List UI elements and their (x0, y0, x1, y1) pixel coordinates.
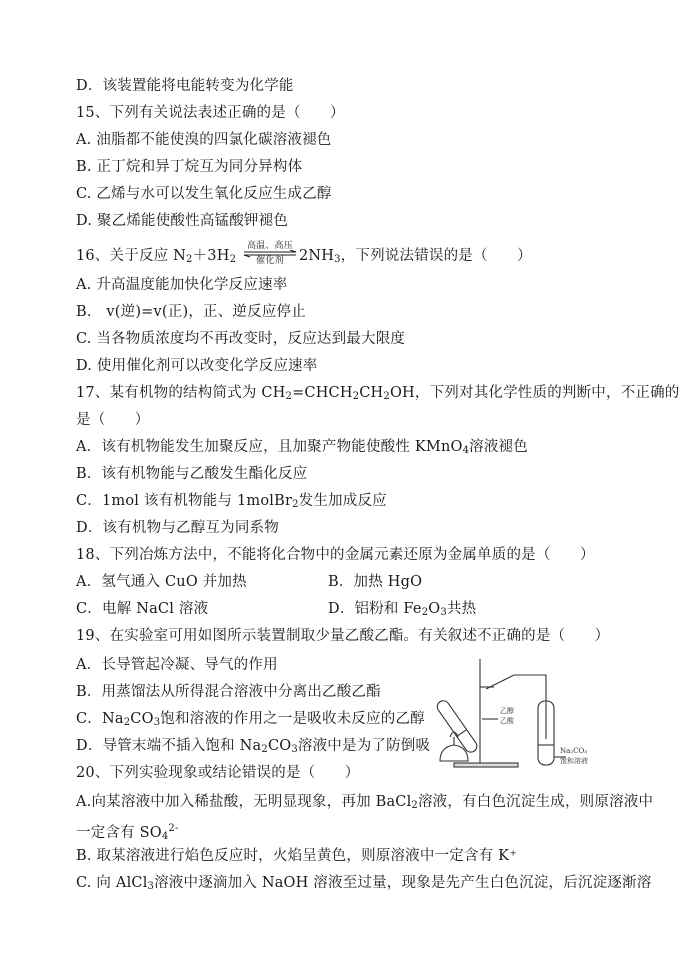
q15-option-d: D. 聚乙烯能使酸性高锰酸钾褪色 (76, 213, 289, 229)
q16-option-c: C. 当各物质浓度均不再改变时，反应达到最大限度 (76, 331, 406, 347)
q18-option-a: A．氢气通入 CuO 并加热 (76, 574, 247, 590)
ester-apparatus-figure (434, 653, 610, 771)
q17-option-d: D．该有机物与乙醇互为同系物 (76, 520, 279, 536)
label-acetic-acid: 乙酸 (500, 717, 514, 725)
q20-option-a: A.向某溶液中加入稀盐酸，无明显现象，再加 BaCl$_2$溶液，有白色沉淀生成，则原溶液中 (76, 794, 654, 811)
q18-option-c: C．电解 NaCl 溶液 (76, 601, 209, 617)
q16-option-b: B. v(逆)=v(正)，正、逆反应停止 (76, 304, 306, 320)
q15-stem: 15、下列有关说法表述正确的是（ ） (76, 105, 345, 121)
q19-option-d: D．导管末端不插入饱和 $Na_2CO_3$溶液中是为了防倒吸 (76, 738, 431, 755)
q18-option-d: D．铝粉和 $Fe_2O_3$共热 (328, 601, 477, 618)
q19-option-c: C．$Na_2CO_3$饱和溶液的作用之一是吸收未反应的乙醇 (76, 711, 425, 728)
q16-option-a: A. 升高温度能加快化学反应速率 (76, 277, 288, 293)
q20-option-b: B. 取某溶液进行焰色反应时，火焰呈黄色，则原溶液中一定含有 K⁺ (76, 848, 518, 864)
q17-option-a: A．该有机物能发生加聚反应，且加聚产物能使酸性 KMnO$_4$溶液褪色 (76, 439, 528, 456)
q18-row1 (76, 572, 423, 592)
q19-option-b: B．用蒸馏法从所得混合溶液中分离出乙酸乙酯 (76, 684, 381, 700)
label-ethanol: 乙醇 (500, 707, 514, 715)
q20-stem: 20、下列实验现象或结论错误的是（ ） (76, 765, 360, 781)
q18-stem: 18、下列冶炼方法中，不能将化合物中的金属元素还原为金属单质的是（ ） (76, 547, 595, 563)
q18-row2 (76, 599, 477, 619)
q19-option-a: A．长导管起冷凝、导气的作用 (76, 657, 278, 673)
q20-option-a-cont: 一定含有 $SO_4^{2-}$ (76, 823, 179, 842)
q19-stem: 19、在实验室可用如图所示装置制取少量乙酸乙酯。有关叙述不正确的是（ ） (76, 628, 610, 644)
q17-option-b: B．该有机物能与乙酸发生酯化反应 (76, 466, 308, 482)
q16-option-d: D. 使用催化剂可以改变化学反应速率 (76, 358, 318, 374)
q17-stem: 17、某有机物的结构简式为 $CH_2=CHCH_2CH_2OH$，下列对其化学性质的判断中，不正确的 (76, 385, 680, 402)
q18-option-b: B．加热 HgO (328, 574, 423, 590)
q17-option-c: C．1mol 该有机物能与 1molBr$_2$发生加成反应 (76, 493, 387, 510)
q16-stem: 16、关于反应 $N_2+3H_2$ 高温、高压 催化剂 $2NH_3$，下列说法错误的是（ ） (76, 241, 532, 266)
q14-option-d: D．该装置能将电能转变为化学能 (76, 78, 294, 94)
q15-option-c: C. 乙烯与水可以发生氧化反应生成乙醇 (76, 186, 332, 202)
label-saturated-solution: 饱和溶液 (560, 757, 588, 765)
q17-stem-cont: 是（ ） (76, 412, 150, 428)
q20-option-c: C. 向 AlCl$_3$溶液中逐滴加入 NaOH 溶液至过量，现象是先产生白色沉淀，后沉淀逐渐溶 (76, 875, 652, 892)
q15-option-a: A. 油脂都不能使溴的四氯化碳溶液褪色 (76, 132, 332, 148)
label-na2co3: Na₂CO₃ (560, 747, 588, 755)
q15-option-b: B. 正丁烷和异丁烷互为同分异构体 (76, 159, 303, 175)
reversible-arrow: 高温、高压 催化剂 (242, 244, 298, 264)
